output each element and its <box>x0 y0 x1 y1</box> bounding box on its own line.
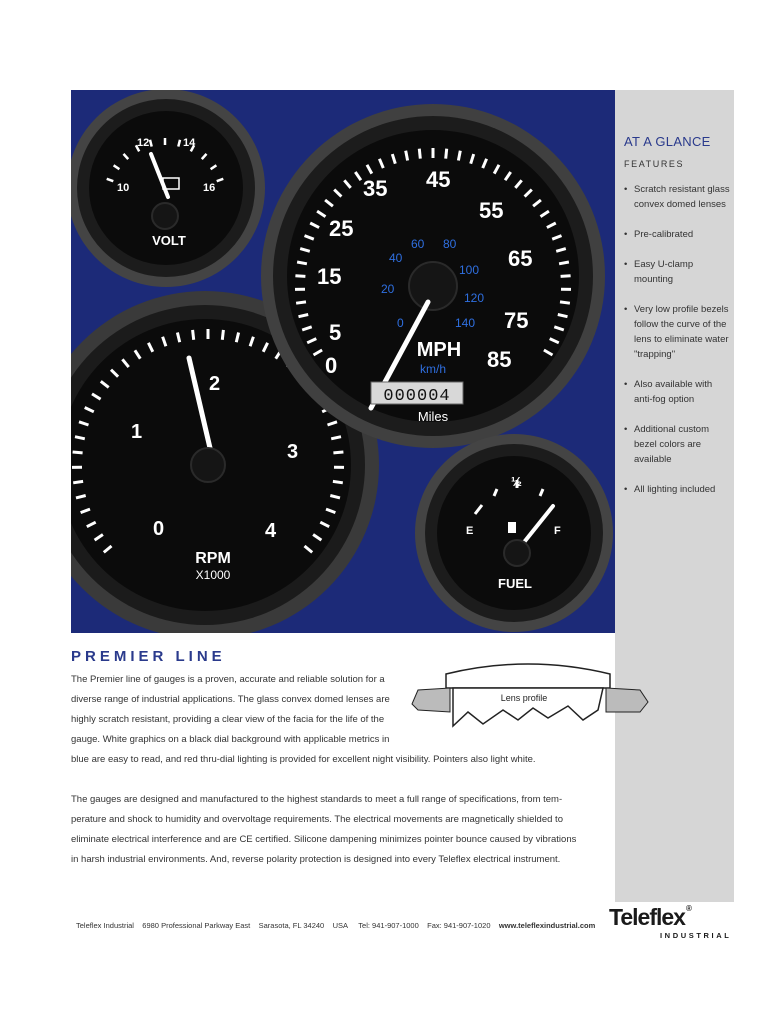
tach-label: RPM <box>195 550 231 567</box>
volt-label: VOLT <box>152 233 186 248</box>
dial-tick <box>458 151 460 161</box>
footer-country: USA <box>332 921 348 930</box>
volt-tick-16: 16 <box>203 182 216 194</box>
dial-tick <box>406 151 408 161</box>
mph-tick-45: 45 <box>426 167 451 192</box>
dial-tick <box>75 437 85 439</box>
dial-tick <box>178 140 180 147</box>
footer-company: Teleflex Industrial <box>76 921 134 930</box>
logo-registered-mark: ® <box>685 904 691 913</box>
feature-item: • Also available with anti-fog option <box>624 377 732 407</box>
dial-tick <box>331 437 341 439</box>
intro-paragraph-last-line: blue are easy to read, and red thru-dial lighting is provided for excellent night visibility. Pointers also light white. <box>71 754 536 765</box>
lens-profile-label: Lens profile <box>500 693 548 703</box>
logo-subtitle: INDUSTRIAL <box>660 931 732 940</box>
footer-address: 6980 Professional Parkway East <box>142 921 251 930</box>
feature-item: • Scratch resistant glass convex domed lenses <box>624 182 732 212</box>
detail-line: The gauges are designed and manufactured to the highest standards to meet a full range of specifications, from tem- <box>71 794 563 805</box>
kmh-tick-100: 100 <box>459 263 480 277</box>
dial-tick <box>222 330 223 340</box>
fuel-label: FUEL <box>498 576 532 591</box>
mph-tick-55: 55 <box>479 198 504 223</box>
dial-tick <box>296 302 306 303</box>
mph-tick-0: 0 <box>325 353 338 378</box>
volt-tick-12: 12 <box>137 137 150 149</box>
speedo-unit: MPH <box>416 339 462 361</box>
gauges-photo <box>71 90 615 633</box>
footer-tel: Tel: 941-907-1000 <box>358 921 419 930</box>
feature-item: • Easy U-clamp mounting <box>624 257 732 287</box>
mph-tick-65: 65 <box>508 246 533 271</box>
sidebar-subheading: FEATURES <box>624 159 685 169</box>
kmh-tick-80: 80 <box>443 237 457 251</box>
intro-line: The Premier line of gauges is a proven, accurate and reliable solution for a <box>71 674 385 685</box>
kmh-tick-120: 120 <box>464 291 485 305</box>
intro-line: highly scratch resistant, providing a clear view of the facia for the life of the <box>71 714 385 725</box>
at-a-glance-sidebar <box>615 90 734 902</box>
logo-name: Teleflex <box>609 904 685 930</box>
dial-tick <box>193 330 194 340</box>
volt-gauge <box>71 90 265 287</box>
volt-tick-14: 14 <box>183 137 196 149</box>
odometer-label: Miles <box>417 409 449 424</box>
mph-tick-85: 85 <box>487 347 512 372</box>
feature-item: • All lighting included <box>624 482 732 497</box>
mph-tick-5: 5 <box>329 320 342 345</box>
speedometer-gauge <box>261 104 605 448</box>
dial-tick <box>333 452 343 453</box>
section-title: PREMIER LINE <box>71 648 226 665</box>
tach-tick-3: 3 <box>287 441 299 463</box>
dial-tick <box>559 262 569 264</box>
tach-tick-0: 0 <box>153 518 165 540</box>
speedo-unit-metric: km/h <box>419 362 447 376</box>
dial-tick <box>561 276 571 277</box>
lens-profile-diagram <box>408 660 653 735</box>
footer-url[interactable]: www.teleflexindustrial.com <box>498 921 596 930</box>
features-list <box>624 182 732 512</box>
footer-fax: Fax: 941-907-1020 <box>427 921 491 930</box>
dial-tick <box>73 481 83 482</box>
tach-sublabel: X1000 <box>195 568 231 582</box>
tach-tick-4: 4 <box>265 520 277 542</box>
sidebar-heading: AT A GLANCE <box>624 134 711 149</box>
intro-paragraph <box>71 670 411 750</box>
dial-tick <box>297 262 307 264</box>
fuel-pump-icon <box>508 522 516 533</box>
detail-line: in harsh industrial environments. And, reverse polarity protection is designed into every Teleflex electrical instrument. <box>71 854 561 865</box>
intro-line: diverse range of industrial applications. The glass convex domed lenses are <box>71 694 390 705</box>
fuel-half: ½ <box>511 474 522 489</box>
mph-tick-35: 35 <box>363 176 388 201</box>
dial-tick <box>560 302 570 303</box>
dial-tick <box>446 149 447 159</box>
mph-tick-15: 15 <box>317 264 342 289</box>
teleflex-logo <box>609 904 691 931</box>
dial-tick <box>73 452 83 453</box>
detail-line: perature and shock to humidity and overvoltage requirements. The electrical movements are magnetically shielded to <box>71 814 563 825</box>
volt-tick-10: 10 <box>117 182 130 194</box>
dial-tick <box>333 481 343 482</box>
feature-item: • Pre-calibrated <box>624 227 732 242</box>
dial-tick <box>150 140 152 147</box>
mph-tick-75: 75 <box>504 308 529 333</box>
kmh-tick-60: 60 <box>411 237 425 251</box>
kmh-tick-20: 20 <box>381 282 395 296</box>
fuel-full: F <box>554 525 561 537</box>
dial-tick <box>295 276 305 277</box>
detail-line: eliminate electrical interference and are CE certified. Silicone dampening minimizes pointer bounce caused by vibrations <box>71 834 577 845</box>
dial-tick <box>419 149 420 159</box>
tach-tick-2: 2 <box>209 373 221 395</box>
feature-item: • Additional custom bezel colors are available <box>624 422 732 467</box>
kmh-tick-140: 140 <box>455 316 476 330</box>
footer-city: Sarasota, FL 34240 <box>258 921 325 930</box>
mph-tick-25: 25 <box>329 216 354 241</box>
footer-contact <box>76 921 595 930</box>
fuel-empty: E <box>466 525 474 537</box>
kmh-tick-0: 0 <box>397 316 404 330</box>
odometer-value: 000004 <box>383 387 451 406</box>
feature-item: • Very low profile bezels follow the curve of the lens to eliminate water "trapping" <box>624 302 732 362</box>
intro-line: gauge. White graphics on a black dial background with applicable metrics in <box>71 734 390 745</box>
kmh-tick-40: 40 <box>389 251 403 265</box>
detail-paragraph <box>71 790 611 870</box>
fuel-gauge <box>415 434 613 632</box>
tach-tick-1: 1 <box>131 421 143 443</box>
